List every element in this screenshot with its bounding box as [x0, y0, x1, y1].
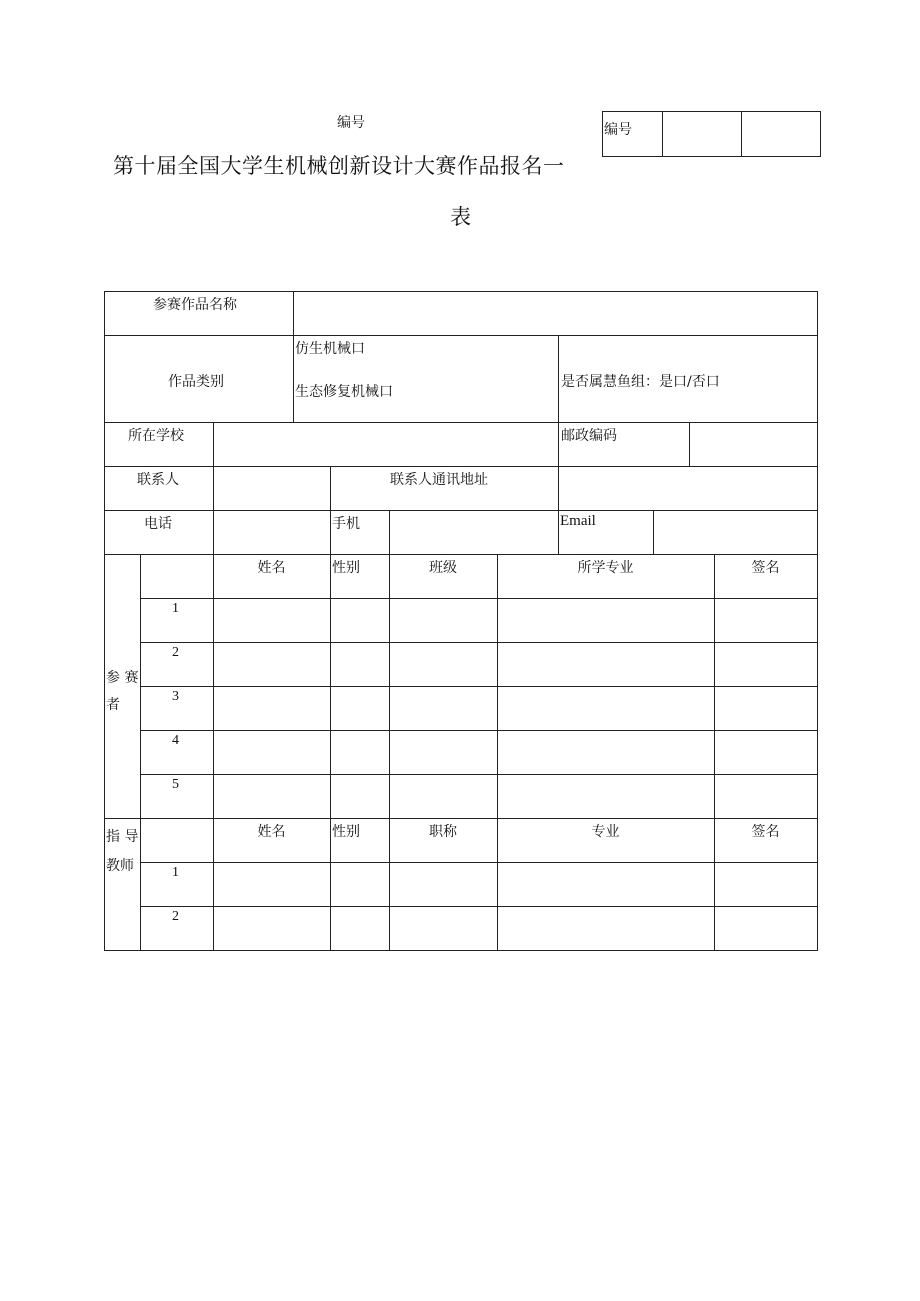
email-label: Email: [560, 513, 596, 529]
advisor-header-signature: 签名: [751, 824, 780, 840]
category-option-bionic[interactable]: 仿生机械口: [295, 341, 365, 357]
participant-row-number: 4: [172, 733, 179, 748]
advisor-row-number: 2: [172, 909, 179, 924]
contact-label: 联系人: [137, 472, 179, 488]
advisor-header-major: 专业: [591, 824, 620, 840]
participants-group-label: 参 赛: [106, 670, 139, 686]
participant-header-major: 所学专业: [577, 560, 634, 576]
participant-row-number: 1: [172, 601, 179, 616]
school-field[interactable]: [215, 424, 557, 465]
phone-field[interactable]: [215, 512, 329, 553]
advisor-header-gender: 性别: [332, 824, 360, 840]
advisors-group-label-2: 教师: [106, 858, 134, 874]
wisdom-fish-group-choice[interactable]: 是否属慧鱼组：是口/否口: [561, 374, 720, 390]
advisor-header-title: 职称: [429, 824, 457, 840]
participant-header-class: 班级: [429, 560, 457, 576]
contact-address-label: 联系人通讯地址: [390, 472, 488, 488]
participant-row-number: 2: [172, 645, 179, 660]
participant-header-name: 姓名: [257, 560, 286, 576]
school-label: 所在学校: [128, 428, 184, 444]
advisors-group-label: 指 导: [106, 829, 139, 845]
contact-address-field[interactable]: [560, 468, 816, 509]
mobile-field[interactable]: [391, 512, 557, 553]
category-option-eco-restoration[interactable]: 生态修复机械口: [295, 384, 393, 400]
contact-field[interactable]: [215, 468, 329, 509]
category-label: 作品类别: [168, 374, 224, 390]
participant-row-number: 5: [172, 777, 179, 792]
phone-label: 电话: [144, 516, 172, 532]
participant-header-gender: 性别: [332, 560, 360, 576]
work-name-field[interactable]: [295, 293, 816, 334]
participants-group-label-2: 者: [106, 697, 120, 713]
mobile-label: 手机: [332, 516, 360, 532]
postcode-field[interactable]: [691, 424, 816, 465]
participant-row-number: 3: [172, 689, 179, 704]
advisor-row-number: 1: [172, 865, 179, 880]
advisor-header-name: 姓名: [257, 824, 286, 840]
page-title: 第十届全国大学生机械创新设计大赛作品报名一: [113, 154, 565, 178]
participant-header-signature: 签名: [751, 560, 780, 576]
serial-box-label: 编号: [604, 122, 632, 138]
serial-field-1[interactable]: [663, 112, 740, 156]
postcode-label: 邮政编码: [561, 428, 617, 444]
page-title-continued: 表: [450, 205, 472, 229]
serial-label-top: 编号: [337, 115, 365, 131]
email-field[interactable]: [655, 512, 816, 553]
serial-field-2[interactable]: [742, 112, 820, 156]
work-name-label: 参赛作品名称: [153, 297, 237, 313]
